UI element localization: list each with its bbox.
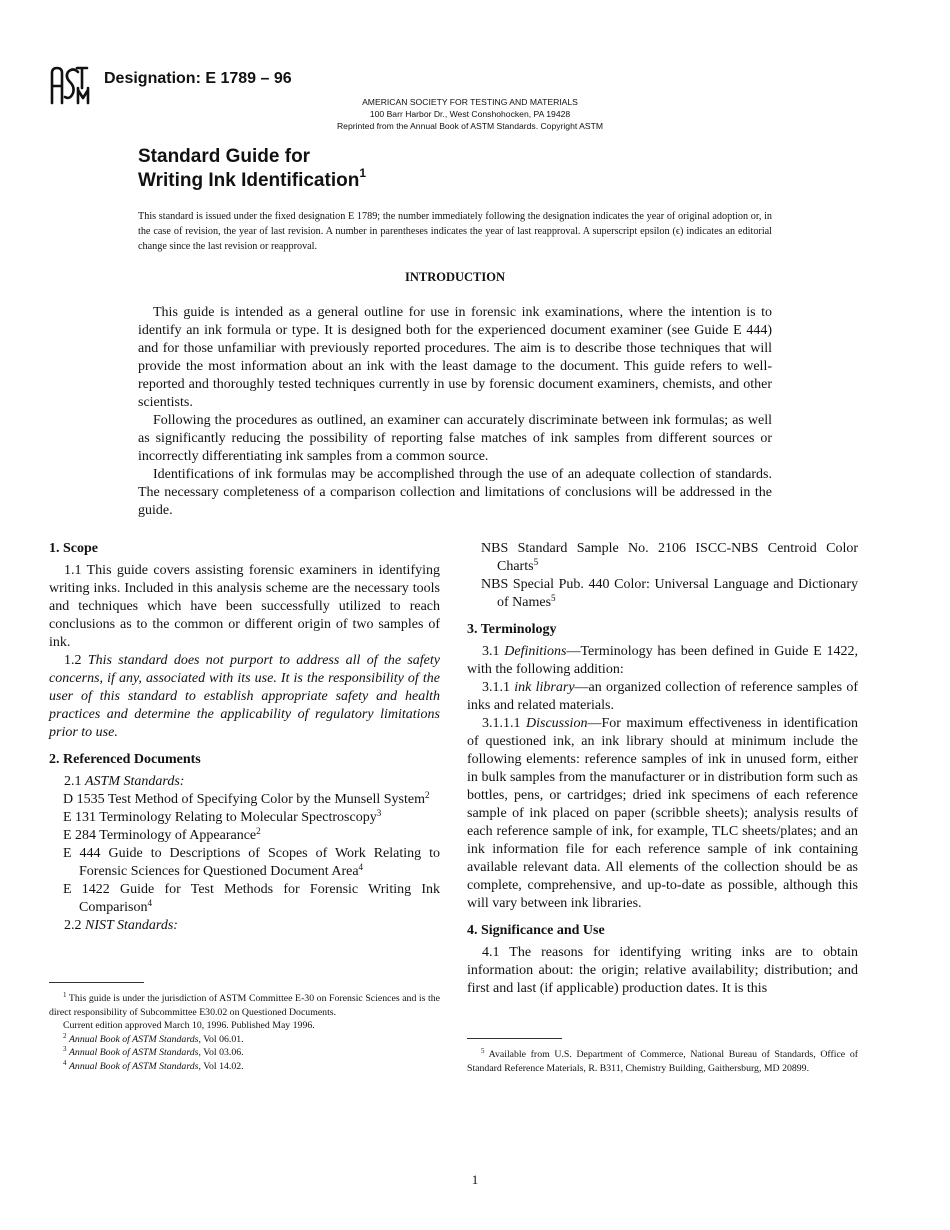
footnote-divider xyxy=(467,1038,562,1039)
reference-item: E 444 Guide to Descriptions of Scopes of Work Relating to Forensic Sciences for Questioned Document Area$^4$ xyxy=(63,846,440,879)
reprint-note: Reprinted from the Annual Book of ASTM Standards. Copyright ASTM xyxy=(336,121,604,131)
society-block xyxy=(260,96,680,132)
footnotes-left xyxy=(49,992,440,1074)
scope-paragraph: 1.1 This guide covers assisting forensic examiners in identifying writing inks. Included in this analysis scheme are the necessary tools and techniques which have been successfully utilized to reach conclusions as to the common or different origin of two samples of ink. xyxy=(49,563,440,650)
footnote-ref: 1 xyxy=(359,166,366,180)
footnote: $^5$ Available from U.S. Department of Commerce, National Bureau of Standards, Office of Standard Reference Materials, R. B311, Chemistry Building, Gaithersburg, MD 20899. xyxy=(467,1047,858,1074)
introduction-heading: INTRODUCTION xyxy=(404,270,505,284)
intro-paragraph: Following the procedures as outlined, an examiner can accurately discriminate between ink formulas; as well as significantly reducing the possibility of reporting false matches of ink samples from different sources or incorrectly differentiating ink samples from a common source. xyxy=(138,413,772,464)
footnote: $^4$ Annual Book of ASTM Standards, Vol 14.02. xyxy=(63,1058,244,1072)
reference-item: E 284 Terminology of Appearance$^2$ xyxy=(63,826,261,843)
reference-item: E 1422 Guide for Test Methods for Forensic Writing Ink Comparison$^4$ xyxy=(63,882,440,915)
intro-paragraph: This guide is intended as a general outline for use in forensic ink examinations, where the intention is to identify an ink formula or type. It is designed both for the experienced document examiner (see Guide E 444) and for those unfamiliar with previously reported procedures. The aim is to describe those techniques that will provide the most information about an ink with the least damage to the document. This guide refers to well-reported and thoroughly tested techniques currently in use by forensic document examiners, chemists, and other scientists. xyxy=(138,305,772,410)
terminology-paragraph: 3.1.1.1 Discussion—For maximum effectiveness in identification of questioned ink, an ink library should at minimum include the following elements: reference samples of ink in unused form, either in bulk samples from the manufacturer or in distribution form such as bottles, pens, or cartridges; dried ink specimens of each reference sample of ink placed on paper (scribble sheets); analysis results of each reference sample of ink, for example, TLC sheets/plates; and an ink information file for each reference sample of ink containing available relevant data. All elements of the collection should be as complete, comprehensive, and up-to-date as possible, although this will vary between ink libraries. xyxy=(467,716,858,911)
section-heading-terminology: 3. Terminology xyxy=(467,622,557,637)
reference-item: E 131 Terminology Relating to Molecular Spectroscopy$^3$ xyxy=(63,808,382,825)
section-heading-significance: 4. Significance and Use xyxy=(467,923,605,938)
scope-paragraph: 1.2 This standard does not purport to address all of the safety concerns, if any, associated with its use. It is the responsibility of the user of this standard to establish appropriate safety and health practices and determine the applicability of regulatory limitations prior to use. xyxy=(49,653,440,740)
right-column xyxy=(467,540,858,998)
intro-paragraph: Identifications of ink formulas may be accomplished through the use of an adequate collection of standards. The necessary completeness of a comparison collection and limitations of conclusions will be addressed in the guide. xyxy=(138,467,772,518)
document-title xyxy=(138,145,366,193)
page-number: 1 xyxy=(471,1172,479,1187)
terminology-paragraph: 3.1 Definitions—Terminology has been defined in Guide E 1422, with the following addition: xyxy=(467,644,859,677)
title-line-1: Standard Guide for xyxy=(138,146,311,167)
nist-standards-label: 2.2 NIST Standards: xyxy=(64,918,178,933)
footnote: $^3$ Annual Book of ASTM Standards, Vol 03.06. xyxy=(63,1045,244,1059)
issuance-note: This standard is issued under the fixed designation E 1789; the number immediately following the designation indicates the year of original adoption or, in the case of revision, the year of last revision. A number in parentheses indicates the year of last reapproval. A superscript epsilon (ϵ) indicates an editorial change since the last revision or reapproval. xyxy=(138,211,772,252)
reference-item: D 1535 Test Method of Specifying Color by the Munsell System$^2$ xyxy=(63,790,430,807)
astm-standards-label: 2.1 ASTM Standards: xyxy=(64,774,185,789)
astm-logo xyxy=(48,64,94,106)
society-name: AMERICAN SOCIETY FOR TESTING AND MATERIALS xyxy=(362,97,578,107)
terminology-paragraph: 3.1.1 ink library—an organized collection of reference samples of inks and related materials. xyxy=(467,680,859,713)
left-column xyxy=(49,540,440,935)
title-line-2: Writing Ink Identification$^1$ xyxy=(138,166,366,191)
introduction-body xyxy=(138,304,772,520)
footnote: Current edition approved March 10, 1996. Published May 1996. xyxy=(63,1020,315,1032)
significance-paragraph: 4.1 The reasons for identifying writing inks are to obtain information about: the origin; relative availability; distribution; and first and last (if applicable) production dates. It is this xyxy=(467,945,858,996)
section-heading-scope: 1. Scope xyxy=(49,541,98,556)
footnotes-right xyxy=(467,1048,858,1075)
reference-item: NBS Special Pub. 440 Color: Universal Language and Dictionary of Names$^5$ xyxy=(481,577,858,610)
footnote-divider xyxy=(49,982,144,983)
designation: Designation: E 1789 – 96 xyxy=(104,70,292,87)
footnote: $^2$ Annual Book of ASTM Standards, Vol 06.01. xyxy=(63,1031,244,1045)
section-heading-referenced-documents: 2. Referenced Documents xyxy=(49,752,201,767)
footnote: $^1$ This guide is under the jurisdiction of ASTM Committee E-30 on Forensic Sciences and is the direct responsibility of Subcommittee E30.02 on Questioned Documents. xyxy=(49,991,441,1018)
reference-item: NBS Standard Sample No. 2106 ISCC-NBS Centroid Color Charts$^5$ xyxy=(481,541,858,574)
society-address: 100 Barr Harbor Dr., West Conshohocken, PA 19428 xyxy=(369,109,571,119)
